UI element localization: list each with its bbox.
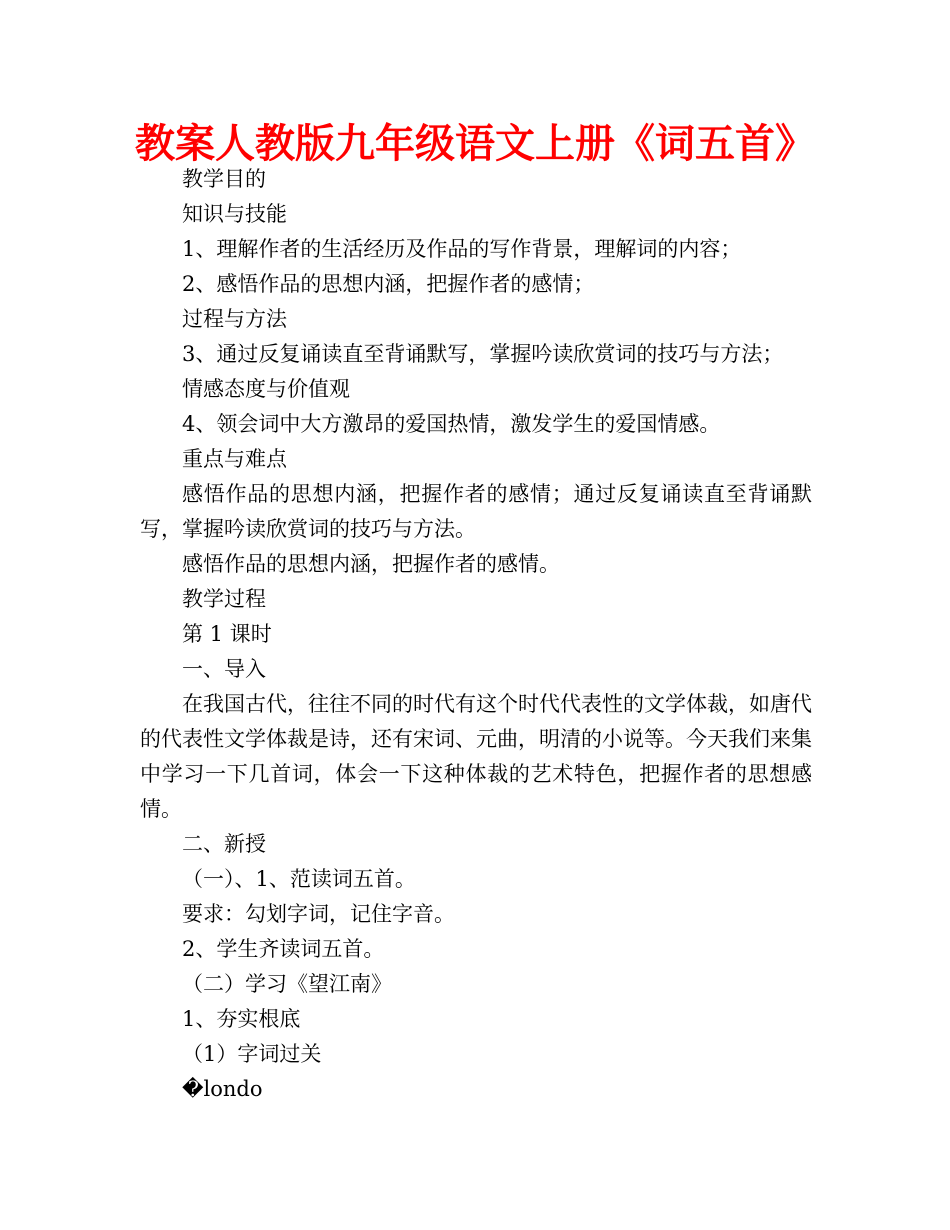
step-foundation: 1、夯实根底 bbox=[182, 1007, 301, 1031]
step-vocab-check: （1）字词过关 bbox=[182, 1042, 322, 1066]
section-new-lesson: 二、新授 bbox=[182, 832, 266, 856]
heading-teaching-process: 教学过程 bbox=[182, 587, 266, 611]
goal-item-4: 4、领会词中大方激昂的爱国热情，激发学生的爱国情感。 bbox=[182, 412, 721, 436]
section-intro: 一、导入 bbox=[182, 657, 266, 681]
heading-teaching-goals: 教学目的 bbox=[182, 167, 266, 191]
heading-key-difficulty: 重点与难点 bbox=[182, 447, 287, 471]
goal-item-3: 3、通过反复诵读直至背诵默写，掌握吟读欣赏词的技巧与方法； bbox=[182, 342, 784, 366]
step-group-reading: 2、学生齐读词五首。 bbox=[182, 937, 385, 961]
key-points-paragraph: 感悟作品的思想内涵，把握作者的感情；通过反复诵读直至背诵默写，掌握吟读欣赏词的技巧与方法。 bbox=[140, 482, 812, 541]
section-wangjiangnan: （二）学习《望江南》 bbox=[182, 972, 392, 996]
requirement-line: 要求：勾划字词，记住字音。 bbox=[182, 902, 455, 926]
heading-process-method: 过程与方法 bbox=[182, 307, 287, 331]
difficulty-line: 感悟作品的思想内涵，把握作者的感情。 bbox=[182, 552, 560, 576]
goal-item-1: 1、理解作者的生活经历及作品的写作背景，理解词的内容； bbox=[182, 237, 742, 261]
lesson-number: 第 1 课时 bbox=[182, 622, 272, 646]
intro-paragraph: 在我国古代，往往不同的时代有这个时代代表性的文学体裁，如唐代的代表性文学体裁是诗，还有宋词、元曲，明清的小说等。今天我们来集中学习一下几首词，体会一下这种体裁的艺术特色，把握作者的思想感情。 bbox=[140, 692, 812, 821]
step-model-reading: （一）、1、范读词五首。 bbox=[182, 867, 416, 891]
heading-attitude-values: 情感态度与价值观 bbox=[182, 377, 350, 401]
goal-item-2: 2、感悟作品的思想内涵，把握作者的感情； bbox=[182, 272, 595, 296]
heading-knowledge-skills: 知识与技能 bbox=[182, 202, 287, 226]
vocab-exercise-line: �londo bbox=[182, 1077, 263, 1101]
document-title: 教案人教版九年级语文上册《词五首》 bbox=[135, 121, 815, 167]
document-body bbox=[140, 162, 812, 1107]
